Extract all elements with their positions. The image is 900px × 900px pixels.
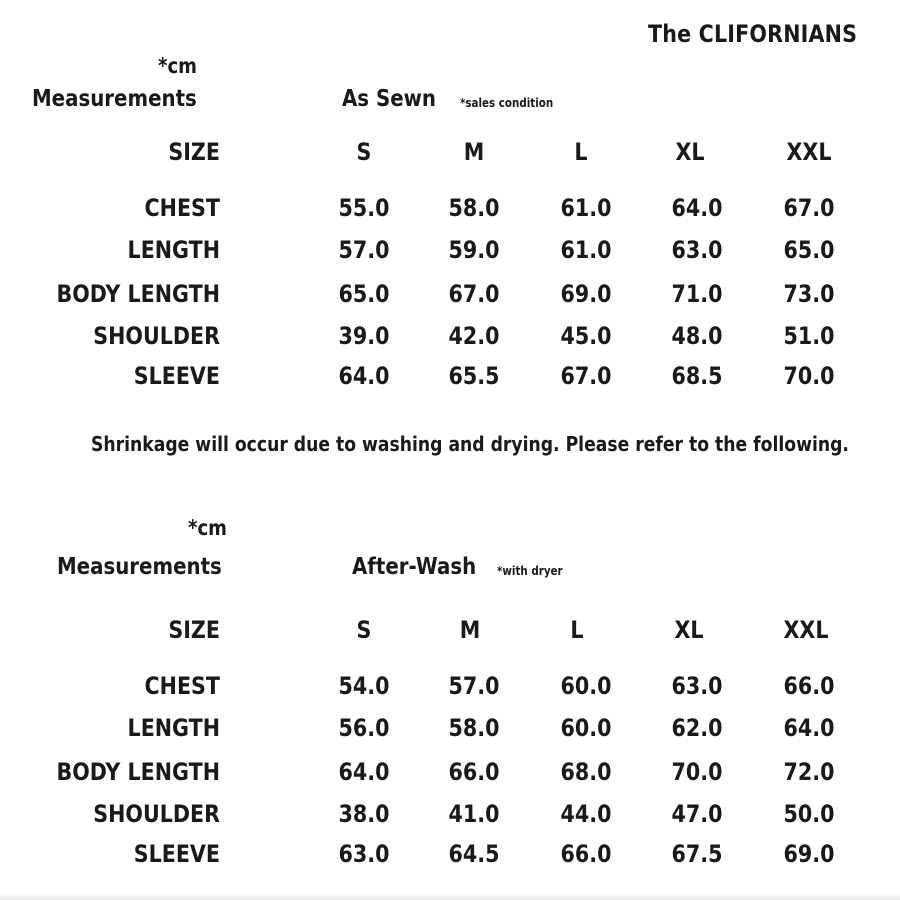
row-label: LENGTH [127,714,220,742]
table-cell: 67.0 [448,280,500,308]
size-header: S [356,138,372,166]
table-cell: 70.0 [783,362,835,390]
table-cell: 56.0 [338,714,390,742]
unit-label: *cm [158,54,197,78]
size-header: XXL [786,138,832,166]
table-cell: 48.0 [671,322,723,350]
table-cell: 50.0 [783,800,835,828]
row-label: CHEST [144,672,220,700]
table-cell: 64.0 [671,194,723,222]
table-cell: 58.0 [448,714,500,742]
measurements-label: Measurements [57,554,222,580]
table-cell: 66.0 [560,840,612,868]
row-label: SHOULDER [93,322,220,350]
size-header: M [459,616,481,644]
table-cell: 38.0 [338,800,390,828]
table-cell: 64.0 [338,758,390,786]
size-header: XL [674,616,704,644]
row-label: SLEEVE [133,840,220,868]
size-label: SIZE [168,616,220,644]
table-cell: 39.0 [338,322,390,350]
size-header: L [574,138,588,166]
size-header-row [0,616,900,648]
table-cell: 63.0 [338,840,390,868]
size-header: XXL [783,616,829,644]
table-row [0,758,900,790]
table-cell: 67.0 [783,194,835,222]
table-cell: 73.0 [783,280,835,308]
table-cell: 51.0 [783,322,835,350]
row-label: SHOULDER [93,800,220,828]
table-cell: 69.0 [783,840,835,868]
table-cell: 62.0 [671,714,723,742]
condition-note: *with dryer [497,564,563,578]
table-cell: 64.0 [783,714,835,742]
table-cell: 71.0 [671,280,723,308]
table-cell: 63.0 [671,236,723,264]
table-cell: 57.0 [448,672,500,700]
table-row [0,672,900,704]
table-cell: 41.0 [448,800,500,828]
condition-label: As Sewn [342,86,436,112]
table-cell: 47.0 [671,800,723,828]
table-row [0,236,900,268]
table-cell: 61.0 [560,236,612,264]
size-label: SIZE [168,138,220,166]
table-cell: 63.0 [671,672,723,700]
condition-note: *sales condition [460,96,554,110]
table-cell: 67.5 [671,840,723,868]
size-header: M [463,138,485,166]
table-cell: 68.5 [671,362,723,390]
table-cell: 65.0 [338,280,390,308]
row-label: BODY LENGTH [56,280,220,308]
table-row [0,362,900,394]
table-cell: 65.5 [448,362,500,390]
table-cell: 67.0 [560,362,612,390]
table-row [0,800,900,832]
table-cell: 60.0 [560,672,612,700]
table-cell: 44.0 [560,800,612,828]
size-header: S [356,616,372,644]
table-cell: 65.0 [783,236,835,264]
table-row [0,194,900,226]
table-cell: 42.0 [448,322,500,350]
table-cell: 54.0 [338,672,390,700]
row-label: SLEEVE [133,362,220,390]
table-cell: 66.0 [783,672,835,700]
table-cell: 72.0 [783,758,835,786]
table-cell: 68.0 [560,758,612,786]
table-cell: 45.0 [560,322,612,350]
table-cell: 64.0 [338,362,390,390]
table-cell: 64.5 [448,840,500,868]
table-cell: 61.0 [560,194,612,222]
table-row [0,280,900,312]
table-cell: 60.0 [560,714,612,742]
bottom-edge [0,893,900,900]
table-cell: 58.0 [448,194,500,222]
table-cell: 57.0 [338,236,390,264]
measurements-label: Measurements [32,86,197,112]
table-cell: 70.0 [671,758,723,786]
table-cell: 66.0 [448,758,500,786]
row-label: LENGTH [127,236,220,264]
table-cell: 69.0 [560,280,612,308]
row-label: BODY LENGTH [56,758,220,786]
brand-name: The CLIFORNIANS [648,20,858,48]
size-header: L [570,616,584,644]
table-row [0,840,900,872]
row-label: CHEST [144,194,220,222]
size-header-row [0,138,900,170]
table-row [0,714,900,746]
table-cell: 55.0 [338,194,390,222]
table-row [0,322,900,354]
table-cell: 59.0 [448,236,500,264]
unit-label: *cm [188,516,227,540]
condition-label: After-Wash [352,554,477,580]
shrinkage-note: Shrinkage will occur due to washing and drying. Please refer to the following. [91,432,849,456]
size-header: XL [675,138,705,166]
